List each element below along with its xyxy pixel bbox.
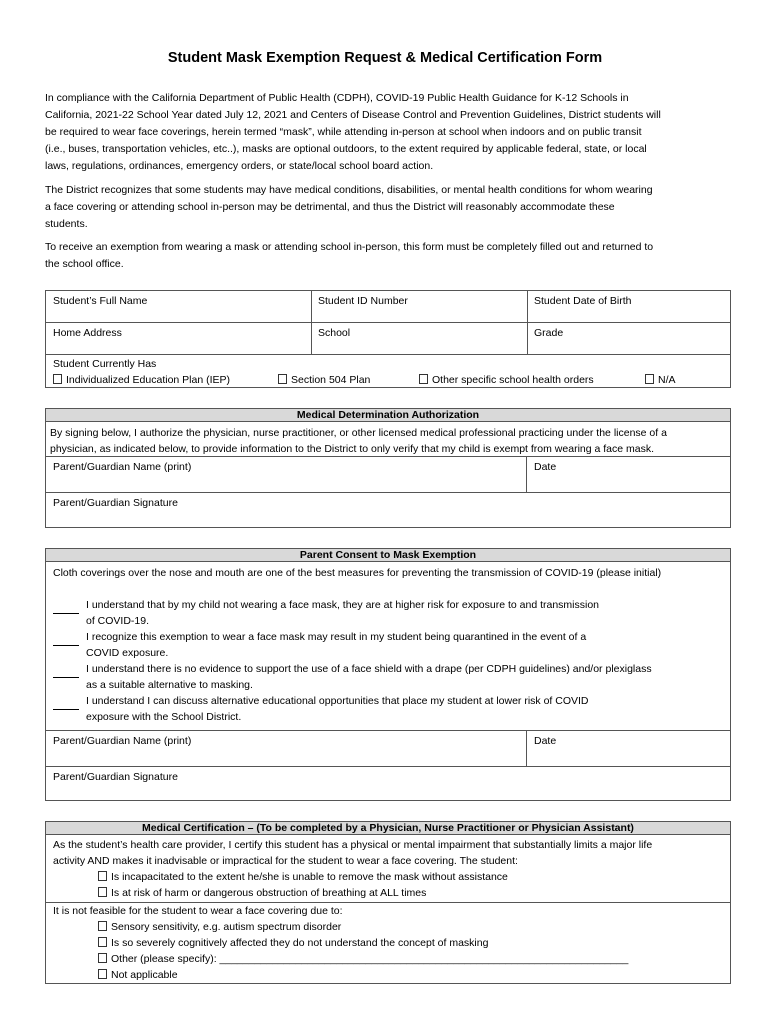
school-label: School <box>318 327 351 339</box>
district-paragraph <box>45 182 725 232</box>
not-applicable-option[interactable] <box>98 967 178 983</box>
intro-paragraph <box>45 90 725 174</box>
other-health-orders-label: Other specific school health orders <box>432 374 594 386</box>
district-line: a face covering or attending school in-person may be detrimental, and thus the District will reasonably accommodate these <box>45 201 615 213</box>
student-full-name-field[interactable] <box>46 291 311 322</box>
other-health-orders-option[interactable] <box>419 372 594 388</box>
cognitive-label: Is so severely cognitively affected they do not understand the concept of masking <box>111 937 489 949</box>
medical-certification-heading: Medical Certification – (To be completed by a Physician, Nurse Practitioner or Physician Assistant) <box>45 821 731 835</box>
guardian-signature-label: Parent/Guardian Signature <box>53 771 178 783</box>
consent-item-text: of COVID-19. <box>86 615 150 627</box>
other-specify-option[interactable] <box>98 951 628 967</box>
consent-guardian-signature-field[interactable] <box>46 767 730 800</box>
sensory-option[interactable] <box>98 919 341 935</box>
consent-intro-text: Cloth coverings over the nose and mouth are one of the best measures for preventing the transmission of COVID-19 (please initial) <box>53 567 662 579</box>
intro-line: (i.e., buses, transportation vehicles, etc..), masks are optional outdoors, to the extent required by applicable federal, state, or local <box>45 143 647 155</box>
intro-line: In compliance with the California Department of Public Health (CDPH), COVID-19 Public Health Guidance for K-12 Schools in <box>45 92 629 104</box>
guardian-signature-label: Parent/Guardian Signature <box>53 497 178 509</box>
section-504-option[interactable] <box>278 372 370 388</box>
not-applicable-label: Not applicable <box>111 969 178 981</box>
authorization-text-line: physician, as indicated below, to provide information to the District to only verify that my child is exempt from wearing a face mask. <box>50 443 655 455</box>
school-field[interactable] <box>311 323 527 354</box>
form-title: Student Mask Exemption Request & Medical Certification Form <box>167 50 603 66</box>
other-health-orders-checkbox[interactable] <box>419 374 428 384</box>
incapacitated-label: Is incapacitated to the extent he/she is unable to remove the mask without assistance <box>111 871 508 883</box>
initial-blank-4[interactable] <box>53 709 79 710</box>
consent-item-text: exposure with the School District. <box>86 711 242 723</box>
date-label: Date <box>534 461 557 473</box>
consent-item-text: I understand there is no evidence to support the use of a face shield with a drape (per CDPH guidelines) and/or plexiglass <box>86 663 652 675</box>
authorization-guardian-signature-field[interactable] <box>46 493 730 527</box>
incapacitated-option[interactable] <box>98 869 508 885</box>
risk-of-harm-option[interactable] <box>98 885 426 901</box>
authorization-guardian-name-field[interactable] <box>46 457 526 492</box>
other-specify-checkbox[interactable] <box>98 953 107 963</box>
iep-option[interactable] <box>53 372 230 388</box>
instructions-paragraph <box>45 239 725 272</box>
instructions-line: the school office. <box>45 258 124 270</box>
certification-text-line: activity AND makes it inadvisable or impractical for the student to wear a face covering. The student: <box>53 855 518 867</box>
not-applicable-checkbox[interactable] <box>98 969 107 979</box>
guardian-name-label: Parent/Guardian Name (print) <box>53 735 192 747</box>
authorization-date-field[interactable] <box>527 457 730 492</box>
consent-item-text: COVID exposure. <box>86 647 169 659</box>
home-address-label: Home Address <box>53 327 122 339</box>
intro-line: be required to wear face coverings, herein termed “mask”, while attending in-person at school when indoors and on public transit <box>45 126 642 138</box>
incapacitated-checkbox[interactable] <box>98 871 107 881</box>
student-dob-label: Student Date of Birth <box>534 295 632 307</box>
district-line: The District recognizes that some students may have medical conditions, disabilities, or mental health conditions for whom wearing <box>45 184 653 196</box>
consent-item-text: I understand I can discuss alternative educational opportunities that place my student at lower risk of COVID <box>86 695 589 707</box>
parent-consent-heading: Parent Consent to Mask Exemption <box>45 548 731 562</box>
cognitive-checkbox[interactable] <box>98 937 107 947</box>
other-specify-label: Other (please specify): ______________________________________________________________________ <box>111 953 629 965</box>
student-id-field[interactable] <box>311 291 527 322</box>
section-504-label: Section 504 Plan <box>291 374 371 386</box>
student-full-name-label: Student’s Full Name <box>53 295 148 307</box>
initial-blank-1[interactable] <box>53 613 79 614</box>
consent-date-field[interactable] <box>527 731 730 766</box>
certification-text-line: As the student’s health care provider, I certify this student has a physical or mental impairment that substantially limits a major life <box>53 839 653 851</box>
guardian-name-label: Parent/Guardian Name (print) <box>53 461 192 473</box>
student-id-label: Student ID Number <box>318 295 408 307</box>
risk-of-harm-checkbox[interactable] <box>98 887 107 897</box>
grade-field[interactable] <box>527 323 730 354</box>
risk-of-harm-label: Is at risk of harm or dangerous obstruction of breathing at ALL times <box>111 887 427 899</box>
grade-label: Grade <box>534 327 564 339</box>
iep-label: Individualized Education Plan (IEP) <box>66 374 231 386</box>
initial-blank-2[interactable] <box>53 645 79 646</box>
iep-checkbox[interactable] <box>53 374 62 384</box>
student-dob-field[interactable] <box>527 291 730 322</box>
not-feasible-text: It is not feasible for the student to wear a face covering due to: <box>53 905 343 917</box>
consent-item-text: I understand that by my child not wearing a face mask, they are at higher risk for exposure to and transmission <box>86 599 600 611</box>
na-option[interactable] <box>645 372 676 388</box>
student-info-table <box>45 290 731 388</box>
parent-consent-section <box>45 561 731 801</box>
intro-line: laws, regulations, ordinances, emergency orders, or state/local school board action. <box>45 160 434 172</box>
sensory-checkbox[interactable] <box>98 921 107 931</box>
consent-guardian-name-field[interactable] <box>46 731 526 766</box>
medical-determination-section <box>45 421 731 528</box>
medical-determination-heading: Medical Determination Authorization <box>45 408 731 422</box>
initial-blank-3[interactable] <box>53 677 79 678</box>
na-label: N/A <box>658 374 676 386</box>
intro-line: California, 2021-22 School Year dated July 12, 2021 and Centers of Disease Control and Prevention Guidelines, District students will <box>45 109 661 121</box>
authorization-text-line: By signing below, I authorize the physician, nurse practitioner, or other licensed medical professional practicing under the license of a <box>50 427 667 439</box>
currently-has-label: Student Currently Has <box>53 358 157 370</box>
district-line: students. <box>45 218 88 230</box>
cognitive-option[interactable] <box>98 935 488 951</box>
section-504-checkbox[interactable] <box>278 374 287 384</box>
instructions-line: To receive an exemption from wearing a mask or attending school in-person, this form must be completely filled out and returned to <box>45 241 654 253</box>
consent-item-text: I recognize this exemption to wear a face mask may result in my student being quarantined in the event of a <box>86 631 587 643</box>
home-address-field[interactable] <box>46 323 311 354</box>
date-label: Date <box>534 735 557 747</box>
consent-item-text: as a suitable alternative to masking. <box>86 679 253 691</box>
na-checkbox[interactable] <box>645 374 654 384</box>
medical-certification-section <box>45 834 731 984</box>
sensory-label: Sensory sensitivity, e.g. autism spectrum disorder <box>111 921 342 933</box>
